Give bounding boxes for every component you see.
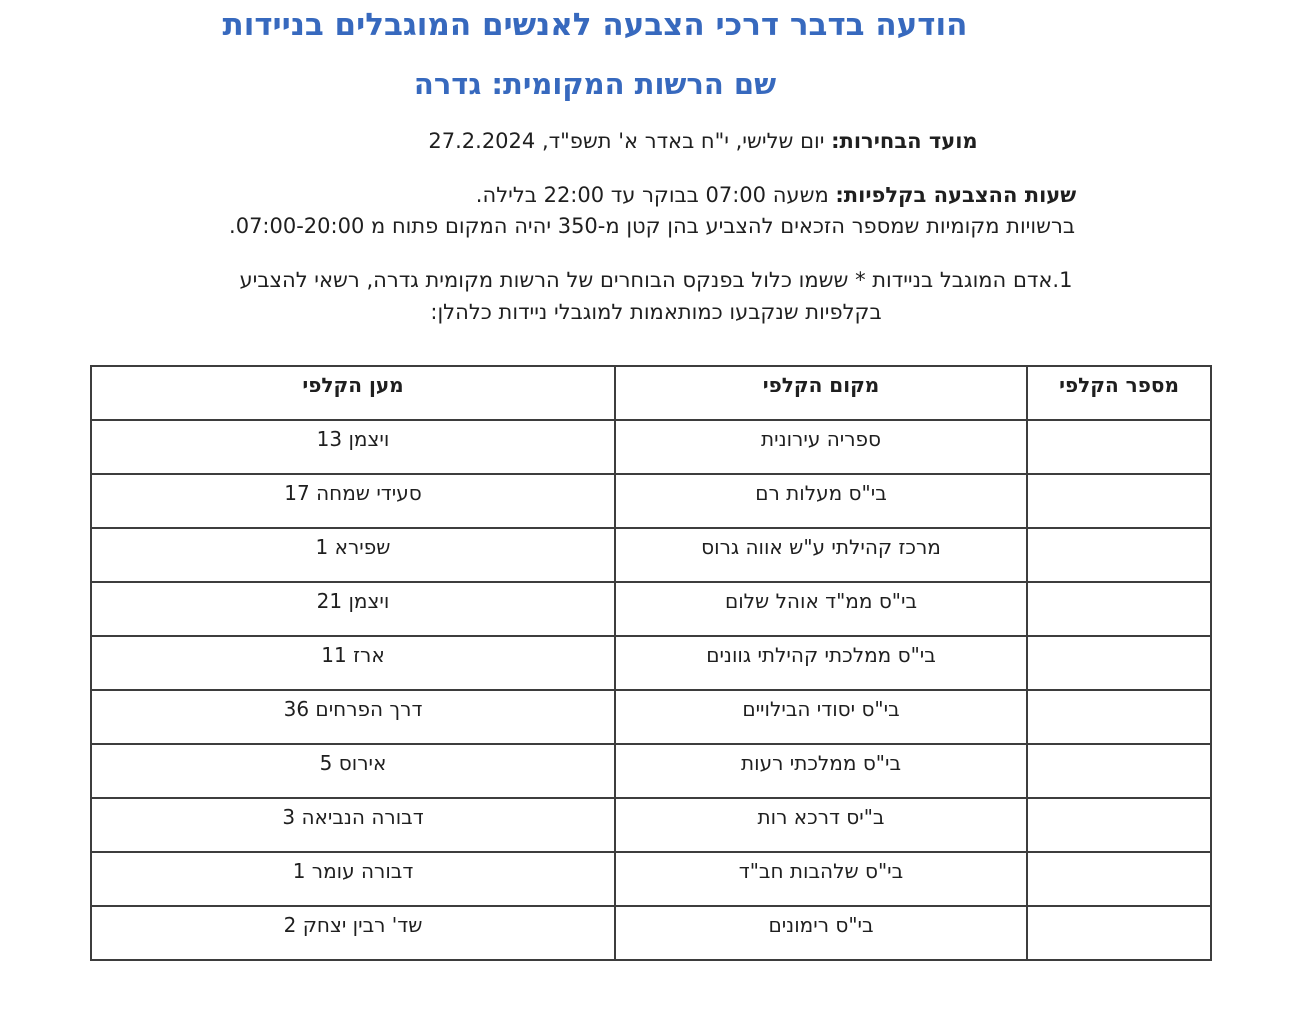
table-row <box>91 420 1211 474</box>
heading-block <box>0 0 1245 102</box>
station-location-cell: בי"ס שלהבות חב"ד <box>615 852 1027 906</box>
station-number-cell <box>1027 690 1211 744</box>
election-date-line <box>53 127 1300 156</box>
station-address-cell: ויצמן 21 <box>91 582 615 636</box>
station-number-cell <box>1027 852 1211 906</box>
station-address-cell: ויצמן 13 <box>91 420 615 474</box>
table-row <box>91 690 1211 744</box>
station-address-cell: שפירא 1 <box>91 528 615 582</box>
station-location-cell: בי"ס רימונים <box>615 906 1027 960</box>
column-header-station-address: מען הקלפי <box>91 366 615 420</box>
accessibility-paragraph-line1: 1.אדם המוגבל בניידות * ששמו כלול בפנקס הבוחרים של הרשות מקומית גדרה, רשאי להצביע <box>239 268 1073 292</box>
voting-hours-text: משעה 07:00 בבוקר עד 22:00 בלילה. <box>475 183 836 207</box>
station-number-cell <box>1027 420 1211 474</box>
station-address-cell: אירוס 5 <box>91 744 615 798</box>
station-address-cell: דבורה הנביאה 3 <box>91 798 615 852</box>
table-row <box>91 636 1211 690</box>
station-address-cell: שד' רבין יצחק 2 <box>91 906 615 960</box>
table-row <box>91 798 1211 852</box>
election-date-text: יום שלישי, י"ח באדר א' תשפ"ד, 27.2.2024 <box>428 129 832 153</box>
station-number-cell <box>1027 474 1211 528</box>
station-location-cell: בי"ס מעלות רם <box>615 474 1027 528</box>
station-location-cell: בי"ס יסודי הבילויים <box>615 690 1027 744</box>
station-location-cell: בי"ס ממ"ד אוהל שלום <box>615 582 1027 636</box>
voting-hours-line <box>126 181 1300 210</box>
authority-name-subtitle: שם הרשות המקומית: גדרה <box>413 67 777 101</box>
station-number-cell <box>1027 528 1211 582</box>
accessibility-paragraph-line2: בקלפיות שנקבעו כמותאמות למוגבלי ניידות כלהלן: <box>430 300 882 324</box>
table-row <box>91 528 1211 582</box>
station-number-cell <box>1027 906 1211 960</box>
table-row <box>91 852 1211 906</box>
station-address-cell: ארז 11 <box>91 636 615 690</box>
polling-stations-table <box>90 365 1212 961</box>
station-location-cell: בי"ס ממלכתי קהילתי גוונים <box>615 636 1027 690</box>
station-location-cell: בי"ס ממלכתי רעות <box>615 744 1027 798</box>
table-row <box>91 582 1211 636</box>
station-number-cell <box>1027 582 1211 636</box>
voting-hours-label: שעות ההצבעה בקלפיות: <box>835 183 1077 207</box>
station-address-cell: דבורה עומר 1 <box>91 852 615 906</box>
station-number-cell <box>1027 798 1211 852</box>
table-header-row <box>91 366 1211 420</box>
table-row <box>91 906 1211 960</box>
table-row <box>91 744 1211 798</box>
small-authority-note: ברשויות מקומיות שמספר הזכאים להצביע בהן קטן מ-350 יהיה המקום פתוח מ 07:00-20:00. <box>229 214 1075 238</box>
station-location-cell: מרכז קהילתי ע"ש אווה גרוס <box>615 528 1027 582</box>
table-row <box>91 474 1211 528</box>
page-title: הודעה בדבר דרכי הצבעה לאנשים המוגבלים בניידות <box>222 7 968 43</box>
station-number-cell <box>1027 636 1211 690</box>
station-location-cell: ספריה עירונית <box>615 420 1027 474</box>
station-address-cell: דרך הפרחים 36 <box>91 690 615 744</box>
station-number-cell <box>1027 744 1211 798</box>
station-location-cell: ב"יס דרכא רות <box>615 798 1027 852</box>
election-date-label: מועד הבחירות: <box>831 129 978 153</box>
column-header-station-location: מקום הקלפי <box>615 366 1027 420</box>
station-address-cell: סעידי שמחה 17 <box>91 474 615 528</box>
column-header-station-number: מספר הקלפי <box>1027 366 1211 420</box>
